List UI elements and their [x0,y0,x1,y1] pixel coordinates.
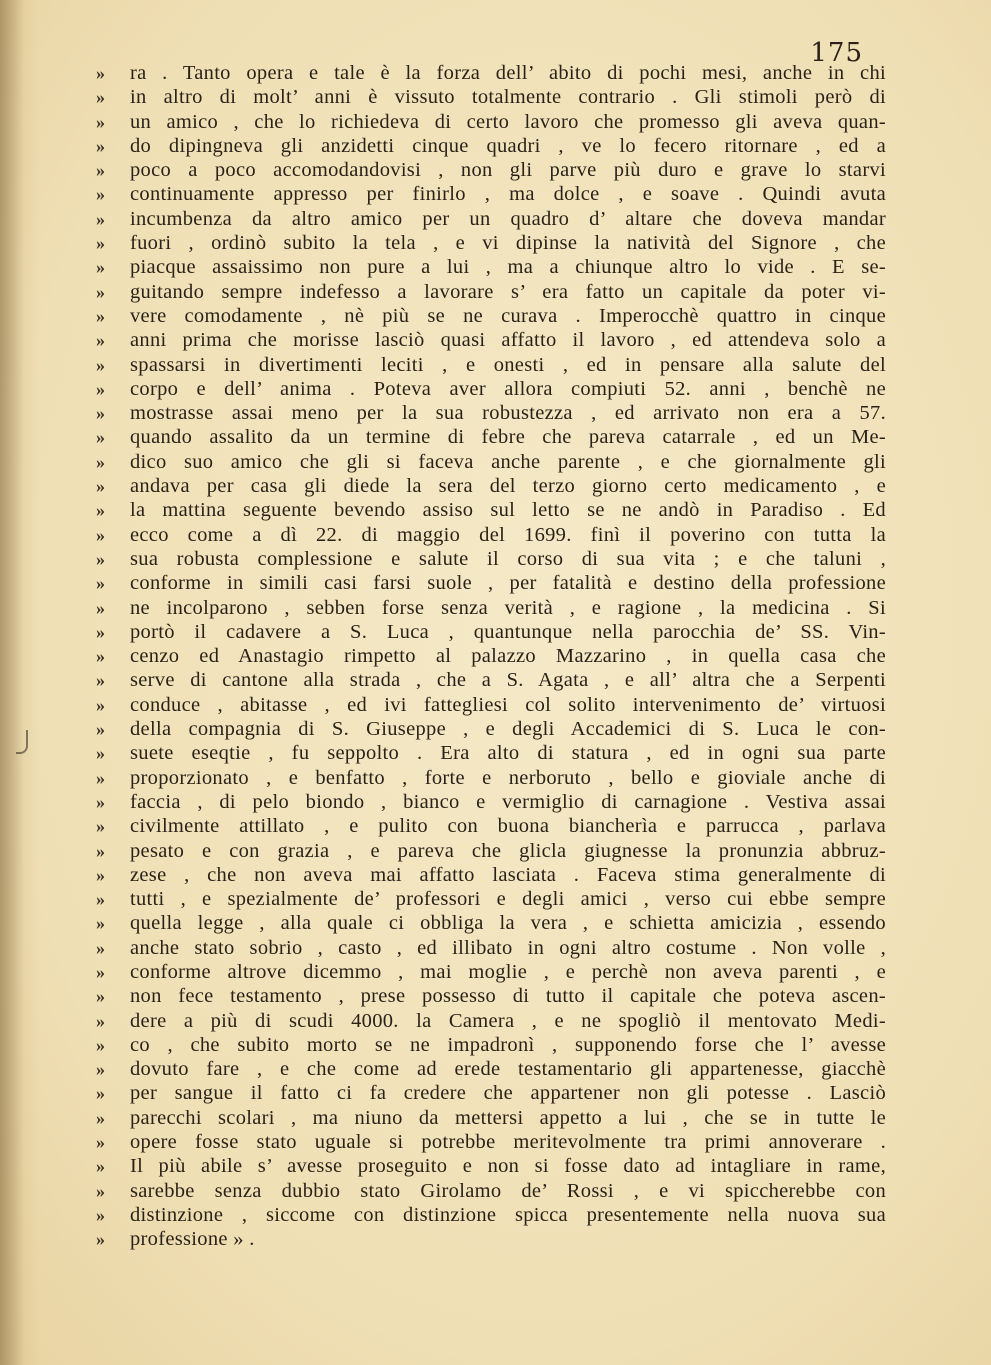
line-text: civilmente attillato , e pulito con buona biancherìa e parrucca , parlava [130,815,886,838]
line-text: conforme altrove dicemmo , mai moglie , e perchè non aveva parenti , e [130,960,886,983]
line-text: do dipingneva gli anzidetti cinque quadri , ve lo fecero ritornare , ed a [130,134,886,157]
quote-mark: » [96,427,105,448]
text-line [96,329,886,353]
quote-mark: » [96,1229,105,1250]
line-text: della compagnia di S. Giuseppe , e degli Accademici di S. Luca le con- [130,718,886,741]
line-text: per sangue il fatto ci fa credere che appartener non gli potesse . Lasciò [130,1082,886,1105]
line-text: cenzo ed Anastagio rimpetto al palazzo Mazzarino , in quella casa che [130,645,886,668]
line-text: dovuto fare , e che come ad erede testamentario gli appartenesse, giacchè [130,1058,886,1081]
line-text: spassarsi in divertimenti leciti , e onesti , ed in pensare alla salute del [130,353,886,376]
quote-mark: » [96,1204,105,1225]
text-line [96,1180,886,1204]
quote-mark: » [96,281,105,302]
quote-mark: » [96,1156,105,1177]
page-number: 175 [810,38,863,68]
quote-mark: » [96,889,105,910]
line-text: Il più abile s’ avesse proseguito e non si fosse dato ad intagliare in rame, [130,1155,886,1178]
line-text: ecco come a dì 22. di maggio del 1699. finì il poverino con tutta la [130,523,886,546]
text-line [96,354,886,378]
quote-mark: » [96,791,105,812]
quote-mark: » [96,548,105,569]
text-line [96,985,886,1009]
line-text: non fece testamento , prese possesso di tutto il capitale che poteva ascen- [130,985,886,1008]
text-line [96,208,886,232]
quote-mark: » [96,524,105,545]
quote-mark: » [96,233,105,254]
quote-mark: » [96,476,105,497]
line-text: conduce , abitasse , ed ivi fattegliesi col solito intervenimento de’ virtuosi [130,693,886,716]
text-line [96,378,886,402]
text-line [96,1058,886,1082]
quote-mark: » [96,1059,105,1080]
line-text: sua robusta complessione e salute il corso di sua vita ; e che taluni , [130,547,886,570]
text-line [96,694,886,718]
line-text: un amico , che lo richiedeva di certo lavoro che promesso gli aveva quan- [130,110,886,133]
quote-mark: » [96,1132,105,1153]
quote-mark: » [96,743,105,764]
text-line [96,305,886,329]
line-text: vere comodamente , nè più se ne curava . Imperocchè quattro in cinque [130,304,886,327]
text-line [96,767,886,791]
text-line [96,621,886,645]
line-text: tutti , e spezialmente de’ professori e degli amici , verso cui ebbe sempre [130,888,886,911]
text-line [96,937,886,961]
quote-mark: » [96,184,105,205]
quote-mark: » [96,378,105,399]
quote-mark: » [96,403,105,424]
text-line [96,402,886,426]
line-text: professione » . [130,1228,255,1251]
quote-mark: » [96,63,105,83]
quote-mark: » [96,1107,105,1128]
text-line [96,1131,886,1155]
quote-mark: » [96,208,105,229]
quote-mark: » [96,451,105,472]
text-line [96,524,886,548]
line-text: piacque assaissimo non pure a lui , ma a chiunque altro lo vide . E se- [130,256,886,279]
text-line [96,961,886,985]
text-line [96,183,886,207]
text-line [96,815,886,839]
quote-mark: » [96,767,105,788]
quote-mark: » [96,257,105,278]
text-line [96,1155,886,1179]
text-line [96,1228,886,1252]
quote-mark: » [96,597,105,618]
text-line [96,912,886,936]
line-text: quando assalito da un termine di febre che pareva catarrale , ed un Me- [130,426,886,449]
text-line [96,62,886,86]
quote-mark: » [96,961,105,982]
line-text: ra . Tanto opera e tale è la forza dell’ abito di pochi mesi, anche in chi [130,62,886,84]
text-line [96,1204,886,1228]
text-line [96,597,886,621]
quote-mark: » [96,500,105,521]
text-line [96,475,886,499]
line-text: ne incolparono , sebben forse senza verità , e ragione , la medicina . Si [130,596,886,619]
quote-mark: » [96,816,105,837]
text-line [96,645,886,669]
text-line [96,742,886,766]
text-line [96,888,886,912]
quote-mark: » [96,719,105,740]
line-text: pesato e con grazia , e pareva che glicla giugnesse la pronunzia abbruz- [130,839,886,862]
text-line [96,426,886,450]
line-text: anni prima che morisse lasciò quasi affatto il lavoro , ed attendeva solo a [130,329,886,352]
line-text: zese , che non aveva mai affatto lasciata . Faceva stima generalmente di [130,863,886,886]
text-line [96,86,886,110]
text-line [96,111,886,135]
quote-mark: » [96,354,105,375]
text-line [96,281,886,305]
text-line [96,1082,886,1106]
quote-mark: » [96,913,105,934]
quote-mark: » [96,937,105,958]
line-text: suete eseqtie , fu seppolto . Era alto di statura , ed in ogni sua parte [130,742,886,765]
quote-mark: » [96,1034,105,1055]
line-text: dere a più di scudi 4000. la Camera , e ne spogliò il mentovato Medi- [130,1009,886,1032]
line-text: guitando sempre indefesso a lavorare s’ era fatto un capitale da poter vi- [130,280,886,303]
line-text: fuori , ordinò subito la tela , e vi dipinse la natività del Signore , che [130,232,886,255]
text-line [96,718,886,742]
line-text: serve di cantone alla strada , che a S. Agata , e all’ altra che a Serpenti [130,669,886,692]
line-text: in altro di molt’ anni è vissuto totalmente contrario . Gli stimoli però di [130,86,886,109]
quote-mark: » [96,1083,105,1104]
line-text: proporzionato , e benfatto , forte e nerboruto , bello e gioviale anche di [130,766,886,789]
quote-mark: » [96,840,105,861]
text-line [96,1107,886,1131]
text-line [96,451,886,475]
text-line [96,499,886,523]
quote-mark: » [96,305,105,326]
quote-mark: » [96,986,105,1007]
quote-mark: » [96,573,105,594]
quote-mark: » [96,330,105,351]
text-line [96,572,886,596]
quote-mark: » [96,160,105,181]
line-text: andava per casa gli diede la sera del terzo giorno certo medicamento , e [130,475,886,498]
line-text: la mattina seguente bevendo assiso sul letto se ne andò in Paradiso . Ed [130,499,886,522]
quote-mark: » [96,670,105,691]
line-text: parecchi scolari , ma niuno da mettersi appetto a lui , che se in tutte le [130,1106,886,1129]
quote-mark: » [96,135,105,156]
text-line [96,1034,886,1058]
line-text: sarebbe senza dubbio stato Girolamo de’ Rossi , e vi spiccherebbe con [130,1179,886,1202]
quote-mark: » [96,111,105,132]
quote-mark: » [96,1010,105,1031]
quote-mark: » [96,646,105,667]
quote-mark: » [96,1180,105,1201]
line-text: co , che subito morto se ne impadronì , supponendo forse che l’ avesse [130,1033,886,1056]
quote-mark: » [96,694,105,715]
line-text: quella legge , alla quale ci obbliga la vera , e schietta amicizia , essendo [130,912,886,935]
text-line [96,548,886,572]
line-text: poco a poco accomodandovisi , non gli parve più duro e grave lo starvi [130,159,886,182]
text-line [96,864,886,888]
text-line [96,232,886,256]
quote-mark: » [96,87,105,108]
text-line [96,256,886,280]
text-line [96,840,886,864]
binding-shadow [0,0,24,1365]
text-line [96,791,886,815]
text-line [96,159,886,183]
quote-mark: » [96,621,105,642]
text-line [96,1010,886,1034]
line-text: continuamente appresso per finirlo , ma dolce , e soave . Quindi avuta [130,183,886,206]
line-text: incumbenza da altro amico per un quadro d’ altare che doveva mandar [130,207,886,230]
line-text: faccia , di pelo biondo , bianco e vermiglio di carnagione . Vestiva assai [130,790,886,813]
quoted-text-block [96,62,886,1253]
text-line [96,669,886,693]
line-text: anche stato sobrio , casto , ed illibato in ogni altro costume . Non volle , [130,936,886,959]
margin-mark [16,730,28,754]
line-text: dico suo amico che gli si faceva anche parente , e che giornalmente gli [130,450,886,473]
text-line [96,135,886,159]
quote-mark: » [96,864,105,885]
line-text: corpo e dell’ anima . Poteva aver allora compiuti 52. anni , benchè ne [130,377,886,400]
line-text: mostrasse assai meno per la sua robustezza , ed arrivato non era a 57. [130,402,886,425]
line-text: conforme in simili casi farsi suole , per fatalità e destino della professione [130,572,886,595]
line-text: portò il cadavere a S. Luca , quantunque nella parocchia de’ SS. Vin- [130,620,886,643]
line-text: opere fosse stato uguale si potrebbe meritevolmente tra primi annoverare . [130,1131,886,1154]
line-text: distinzione , siccome con distinzione spicca presentemente nella nuova sua [130,1203,886,1226]
